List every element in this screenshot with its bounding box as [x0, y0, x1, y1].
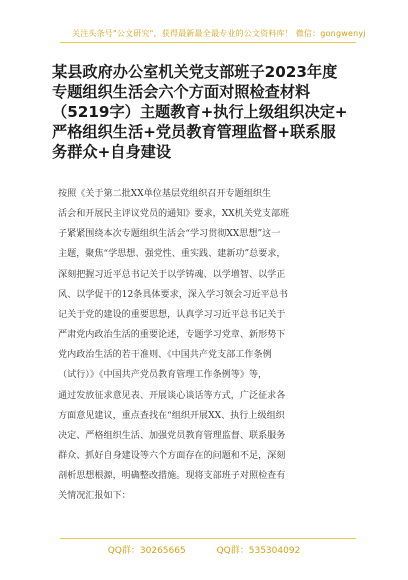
body-line: 记关于党的建设的重要思想，认真学习习近平总书记关于	[58, 309, 286, 320]
body-line: 活会和开展民主评议党员的通知》要求，XX机关党支部班	[58, 209, 290, 220]
body-line: 深刻把握习近平总书记关于以学铸魂、以学增智、以学正	[58, 269, 286, 280]
footer-divider	[60, 538, 356, 539]
body-line: 群众、抓好自身建设等六个方面存在的问题和不足，深刻	[58, 451, 286, 462]
footer-qq-group-2: QQ群：535304092	[216, 546, 301, 556]
body-line: 子紧紧围绕本次专题组织生活会“学习贯彻XX思想”这一	[58, 229, 281, 240]
title-line: 务群众+自身建设	[52, 143, 172, 161]
footer-qq-group-1: QQ群：30265665	[107, 546, 186, 556]
body-line: 关情况汇报如下：	[58, 491, 131, 502]
body-line: 决定、严格组织生活、加强党员教育管理监督、联系服务	[58, 430, 286, 441]
header-banner: 关注头条号"公文研究"，获得最新最全最专业的公文资料库！ 微信：gongwenyj	[72, 29, 366, 38]
body-line: 通过发放征求意见表、开展谈心谈话等方式，广泛征求各	[58, 390, 286, 401]
body-line: 按照《关于第二批XX单位基层党组织召开专题组织生	[58, 189, 272, 199]
title-line: （5219字）主题教育+执行上级组织决定+	[52, 103, 348, 121]
body-line: 剖析思想根源，明确整改措施。现将支部班子对照检查有	[58, 471, 286, 482]
title-line: 某县政府办公室机关党支部班子2023年度	[52, 63, 338, 81]
body-line: 党内政治生活的若干准则、《中国共产党支部工作条例	[58, 350, 272, 361]
body-line: 主题，聚焦“学思想、强党性、重实践、建新功”总要求，	[58, 249, 286, 260]
header-divider	[60, 42, 356, 43]
title-line: 严格组织生活+党员教育管理监督+联系服	[52, 123, 336, 141]
document-title	[52, 62, 362, 162]
body-line: 严肃党内政治生活的重要论述，专题学习党章、新形势下	[58, 330, 286, 341]
body-paragraph	[58, 184, 363, 507]
body-line: 方面意见建议，重点查找在“组织开展XX、执行上级组织	[58, 410, 285, 421]
footer-bar	[0, 543, 408, 556]
title-line: 专题组织生活会六个方面对照检查材料	[52, 83, 311, 101]
body-line: 风、以学促干的12条具体要求，深入学习领会习近平总书	[58, 289, 288, 300]
body-line: （试行）》《中国共产党员教育管理工作条例等》等，	[58, 370, 268, 381]
